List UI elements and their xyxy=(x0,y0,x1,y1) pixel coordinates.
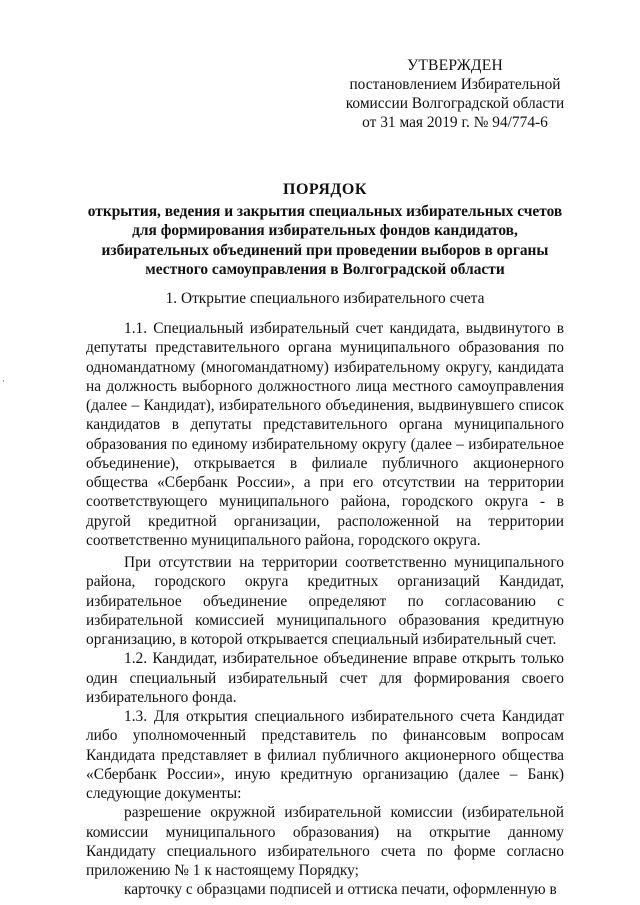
approval-word: УТВЕРЖДЕН xyxy=(407,57,503,74)
document-body xyxy=(86,319,564,900)
approval-line-2: комиссии Волгоградской области xyxy=(345,95,565,113)
margin-tick: · xyxy=(2,376,5,386)
approval-line-1: постановлением Избирательной xyxy=(349,76,561,93)
approval-stamp xyxy=(340,56,570,133)
title-line-1: открытия, ведения и закрытия специальных избирательных счетов xyxy=(87,203,563,220)
title-line-3: избирательных объединений при проведении выборов в органы xyxy=(101,241,549,259)
paragraph-signature-card: карточку с образцами подписей и оттиска печати, оформленную в xyxy=(124,881,557,899)
document-title xyxy=(86,180,564,280)
title-main: ПОРЯДОК xyxy=(283,181,367,198)
title-line-4: местного самоуправления в Волгоградской области xyxy=(145,261,505,279)
paragraph-1-2: 1.2. Кандидат, избирательное объединение вправе открыть только один специальный избирательный счет для формирования своего избирательного фонда. xyxy=(86,650,564,706)
paragraph-1-1-continued: При отсутствии на территории соответственно муниципального района, городского округа кредитных организаций Кандидат, избирательное объединение определяют по согласованию с избирательной комиссией муниципального образования кредитную организацию, в которой открывается специальный избирательный счет. xyxy=(86,554,564,648)
paragraph-1-3: 1.3. Для открытия специального избирательного счета Кандидат либо уполномоченный представитель по финансовым вопросам Кандидата представляет в филиал публичного акционерного общества «Сбербанк России», иную кредитную организацию (далее – Банк) следующие документы: xyxy=(86,708,564,802)
paragraph-permission: разрешение окружной избирательной комиссии (избирательной комиссии муниципального образования) на открытие данному Кандидату специального избирательного счета по форме согласно приложению № 1 к настоящему Порядку; xyxy=(86,804,564,879)
paragraph-1-1: 1.1. Специальный избирательный счет кандидата, выдвинутого в депутаты представительного органа муниципального образования по одномандатному (многомандатному) избирательному округу, кандидата на должность выборного должностного лица местного самоуправления (далее – Кандидат), избирательного объединения, выдвинувшего список кандидатов в депутаты представительного органа муниципального образования по единому избирательному округу (далее – избирательное объединение), открывается в филиале публичного акционерного общества «Сбербанк России», а при его отсутствии на территории соответствующего муниципального района, городского округа - в другой кредитной организации, расположенной на территории соответственно муниципального района, городского округа. xyxy=(86,320,564,549)
title-line-2: для формирования избирательных фондов кандидатов, xyxy=(132,222,518,240)
approval-line-3: от 31 мая 2019 г. № 94/774-6 xyxy=(362,114,548,132)
section-heading: 1. Открытие специального избирательного счета xyxy=(165,290,485,307)
